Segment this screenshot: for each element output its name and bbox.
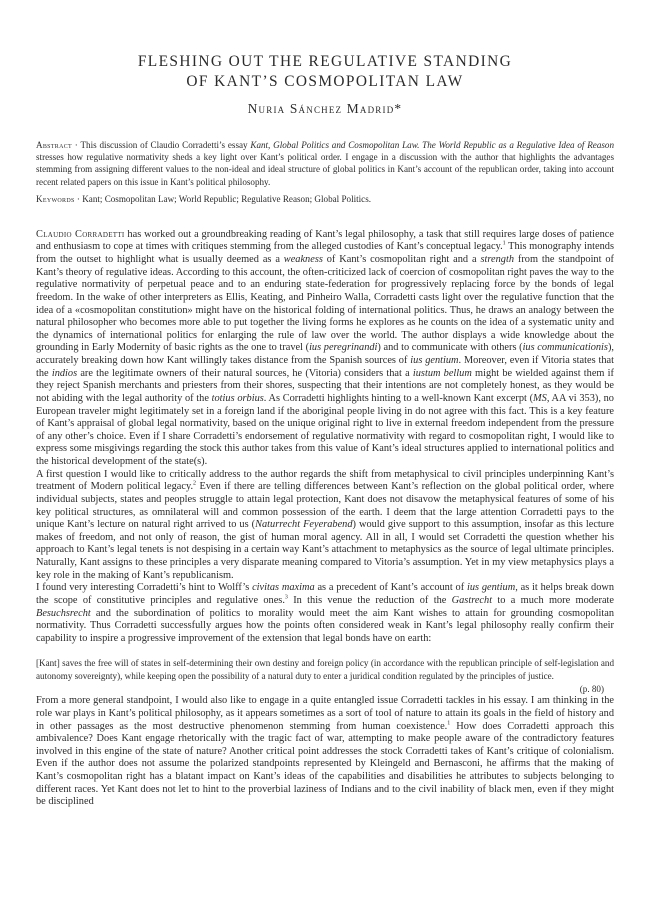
- article-title: [36, 52, 614, 92]
- footnote-ref: 3: [284, 594, 288, 601]
- paragraph-3-text: and the subordination of politics to morality would meet the aim Kant wishes to attain for grounding cosmopolitan normativity. Thus Corradetti successfully argues how the points often considered weak in Kant’s legal philosophy really confirm their capability to inspire a progressive improvement of the extension that legal bonds have on earth:: [36, 607, 614, 644]
- paragraph-1-text: of Kant’s cosmopolitan right and a: [322, 254, 481, 266]
- abstract-separator: ·: [71, 140, 81, 150]
- paragraph-3-text: as a precedent of Kant’s account of: [314, 582, 467, 594]
- paragraph-1-text: ), accurately breaking down how Kant willingly takes distance from the Spanish sources of: [36, 342, 614, 367]
- paragraph-3-text: , as it helps break down the scope of constitutive principles and regulative ones.: [36, 582, 615, 606]
- abstract-label: Abstract: [36, 140, 72, 150]
- italic-term: Besuchsrecht: [36, 607, 91, 619]
- title-line-2: OF KANT’S COSMOPOLITAN LAW: [186, 73, 464, 90]
- paragraph-4-text: From a more general standpoint, I would also like to engage in a quite entangled issue Corradetti tackles in his essay. I am thinking in the role war plays in Kant’s political philosophy, as it appears sometimes as a sort of tool of nature to attain its goals in the field of history and in other passages as the most destructive phenomenon stemming from human coexistence.: [36, 695, 614, 732]
- paragraph-1-text: . As Corradetti highlights hinting to a well-known Kant excerpt (: [263, 392, 534, 404]
- italic-term: iustum bellum: [412, 367, 472, 379]
- abstract-text-2: stresses how regulative normativity sheds a key light over Kant’s political order. I engage in a discussion with the author that highlights the advantages stemming from assigning different values to the non-ideal and ideal structure of global politics in Kant’s account of the republican order, taking into account recent related papers on this issue in Kant’s political philosophy.: [36, 152, 614, 187]
- quote-citation: (p. 80): [579, 683, 604, 694]
- italic-term: indios: [51, 367, 78, 379]
- keywords: [36, 193, 614, 205]
- paragraph-3-text: to a much more moderate: [492, 594, 615, 606]
- paragraph-1-text: has worked out a groundbreaking reading of Kant’s legal philosophy, a task that still requires large doses of patience and enthusiasm to cope at times with critiques stemming from the alleged custodies of Kant’s conceptual legacy.: [36, 228, 614, 253]
- paragraph-1-text: ) and to communicate with others (: [377, 342, 523, 354]
- italic-term: Naturrecht Feyerabend: [255, 519, 353, 531]
- article-body: [36, 229, 614, 809]
- paragraph-2: [36, 469, 614, 583]
- abstract-essay-title: Kant, Global Politics and Cosmopolitan Law. The World Republic as a Regulative Idea of Reason: [250, 140, 614, 150]
- footnote-ref: 2: [193, 480, 197, 487]
- italic-term: strength: [480, 254, 514, 266]
- italic-term: weakness: [283, 254, 323, 266]
- footnote-ref: 1: [447, 720, 451, 727]
- paragraph-1-text: from the standpoint of Kant’s theory of regulative ideas. According to this account, the often-criticized lack of coercion of cosmopolitan right paves the way to the regulative normativity of perpetual peace and to an enduring state-federation for progressively replacing force by the bonds of legal freedom. In the wake of other interpreters as Ellis, Keating, and Pinheiro Walla, Corradetti casts light over the regulative function that the idea of a «cosmopolitan constitution» might have on the historical folding of international politics. Thus, he draws an analogy between the natural philosopher who becomes more able to put together the living forms he explores as he counts on the idea of a systematic unity and the dynamics of international politics for enlarging the rule of law over the world. The author displays a wide knowledge about the grounding in Early Modernity of basic rights as the one to travel (: [36, 254, 614, 354]
- paragraph-2-text: ) would give support to this assumption, insofar as this lecture makes of freedom, and not only of reason, the gist of human moral agency. All in all, I would set Corradetti the question whether his approach to Kant’s legal tenets is not despising in a certain way Kant’s attachment to metaphysics as the source of legal ultimate principles. Naturally, Kant assigns to these principles a very disparate meaning compared to Vitoria’s assumption. Yet in my view metaphysics plays a key role in the making of Kant’s republicanism.: [36, 519, 614, 581]
- paragraph-1-text: . Moreover, even if Vitoria states that the: [36, 355, 614, 379]
- paragraph-2-text: A first question I would like to critically address to the author regards the shift from metaphysical to civil principles underpinning Kant’s treatment of Modern political legacy.: [36, 468, 614, 493]
- author-footnote-mark: *: [394, 101, 403, 116]
- abstract: [36, 139, 614, 188]
- paragraph-1-text: are the legitimate owners of their natural sources, he (Vitoria) considers that a: [77, 367, 413, 379]
- italic-term: ius communicationis: [522, 342, 608, 354]
- paragraph-1-lead: Claudio Corradetti: [36, 228, 125, 240]
- italic-term: ius gentium: [410, 355, 459, 367]
- block-quote: [Kant] saves the free will of states in self-determining their own destiny and foreign policy (in accordance with the republican principle of self-legislation and autonomy sovereignty), while keeping open the possibility of a natural duty to enter a juridical condition regulated by the principles of justice.: [36, 658, 614, 681]
- paragraph-1-text: This monography intends from the outset to highlight what is usually deemed as a: [36, 241, 614, 266]
- keywords-text: Kant; Cosmopolitan Law; World Republic; Regulative Reason; Global Politics.: [82, 193, 372, 204]
- keywords-label: Keywords: [36, 193, 75, 204]
- keywords-separator: ·: [74, 193, 83, 204]
- paragraph-4: [36, 695, 614, 809]
- paragraph-3: [36, 582, 614, 645]
- paragraph-1: [36, 229, 614, 469]
- italic-term: ius peregrinandi: [309, 342, 378, 354]
- author-name: [36, 101, 614, 117]
- title-line-1: FLESHING OUT THE REGULATIVE STANDING: [137, 53, 513, 70]
- paragraph-3-text: In this venue the reduction of the: [287, 594, 452, 606]
- italic-term: civitas maxima: [252, 582, 315, 594]
- paragraph-1-text: might be wielded against them if they reject Spanish merchants and priesters from their shores, suspecting that their intentions are not completely honest, as they would be not abiding with the legal authority of the: [36, 367, 614, 404]
- paragraph-3-text: I found very interesting Corradetti’s hint to Wolff’s: [36, 582, 253, 594]
- paragraph-2-text: Even if there are telling differences between Kant’s reflection on the global political order, where individual subjects, states and peoples struggle to attain legal protection, Kant does not disavow the metaphysical features of some of his key political structures, as omnilateral will and common possession of the earth. I deem that the large attention Corradetti pays to the unique Kant’s lecture on natural right arrived to us (: [36, 481, 614, 531]
- abstract-text-1: This discussion of Claudio Corradetti’s essay: [80, 140, 251, 150]
- italic-term: Gastrecht: [451, 594, 493, 606]
- italic-term: totius orbius: [211, 392, 264, 404]
- italic-term: ius gentium: [466, 582, 516, 594]
- author-text: Nuria Sánchez Madrid: [247, 101, 395, 116]
- italic-term: MS: [533, 392, 547, 404]
- paragraph-1-text: , AA vi 353), no European traveler might legitimately set in a foreign land if the aboriginal people living in do not agree with this fact. This is a key feature of Kant’s appraisal of global legal normativity, based on the unique original right to live in external freedom independent from the pressure of any other’s choice. Even if I share Corradetti’s endorsement of regulative normativity with regard to cosmopolitan right, I would like to express some misgivings regarding the stock this author takes from this value of Kant’s ideal structures applied to international politics and the historical development of the state(s).: [36, 392, 614, 468]
- footnote-ref: 1: [502, 241, 506, 247]
- paragraph-4-text: How does Corradetti approach this ambivalence? Does Kant engage rhetorically with the tragic fact of war, attempting to make people aware of the contradictory features involved in this engine of the state of nature? Another critical point addresses the stock Corradetti takes of Kant’s critique of colonialism. Even if the author does not assume the polarized standpoints represented by Kleingeld and Bernasconi, he affirms that the making of Kant’s cosmopolitan right has a blatant impact on Kant’s ideas of the capabilities and disabilities he attributes to subjects belonging to different races. Yet Kant does not let to hint to the proverbial laziness of Indians and to the civil inability of black men, even if they might be disciplined: [36, 720, 614, 808]
